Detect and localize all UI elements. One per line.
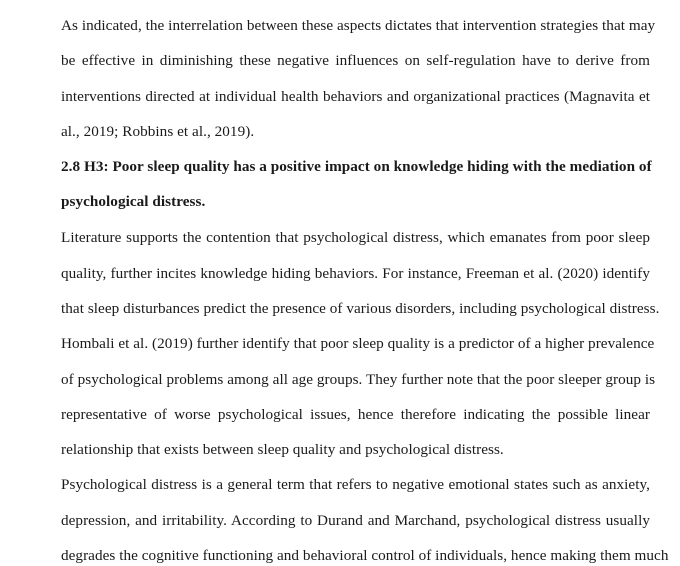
paragraph-line-14: Psychological distress is a general term that refers to negative emotional states such as anxiety,: [61, 476, 650, 493]
paragraph-line-13: relationship that exists between sleep quality and psychological distress.: [61, 441, 504, 458]
paragraph-line-11: of psychological problems among all age groups. They further note that the poor sleeper group is: [61, 371, 656, 388]
paragraph-line-4: al., 2019; Robbins et al., 2019).: [61, 123, 255, 140]
paragraph-line-7: Literature supports the contention that psychological distress, which emanates from poor sleep: [61, 229, 650, 246]
section-heading-line-2: psychological distress.: [61, 193, 206, 210]
paragraph-line-15: depression, and irritability. According to Durand and Marchand, psychological distress usually: [61, 512, 650, 529]
paragraph-line-10: Hombali et al. (2019) further identify that poor sleep quality is a predictor of a higher prevalence: [61, 335, 655, 352]
paragraph-line-3: interventions directed at individual health behaviors and organizational practices (Magnavita et: [61, 88, 650, 105]
paragraph-line-12: representative of worse psychological issues, hence therefore indicating the possible linear: [61, 406, 650, 423]
paragraph-line-9: that sleep disturbances predict the presence of various disorders, including psychological distress.: [61, 300, 660, 317]
paragraph-line-16: degrades the cognitive functioning and behavioral control of individuals, hence making them much: [61, 547, 669, 564]
paragraph-line-1: As indicated, the interrelation between these aspects dictates that intervention strategies that may: [61, 17, 656, 34]
paragraph-line-8: quality, further incites knowledge hiding behaviors. For instance, Freeman et al. (2020) identify: [61, 265, 650, 282]
paragraph-line-2: be effective in diminishing these negative influences on self-regulation have to derive from: [61, 52, 650, 69]
section-heading-line-1: 2.8 H3: Poor sleep quality has a positive impact on knowledge hiding with the mediation of: [61, 158, 652, 175]
